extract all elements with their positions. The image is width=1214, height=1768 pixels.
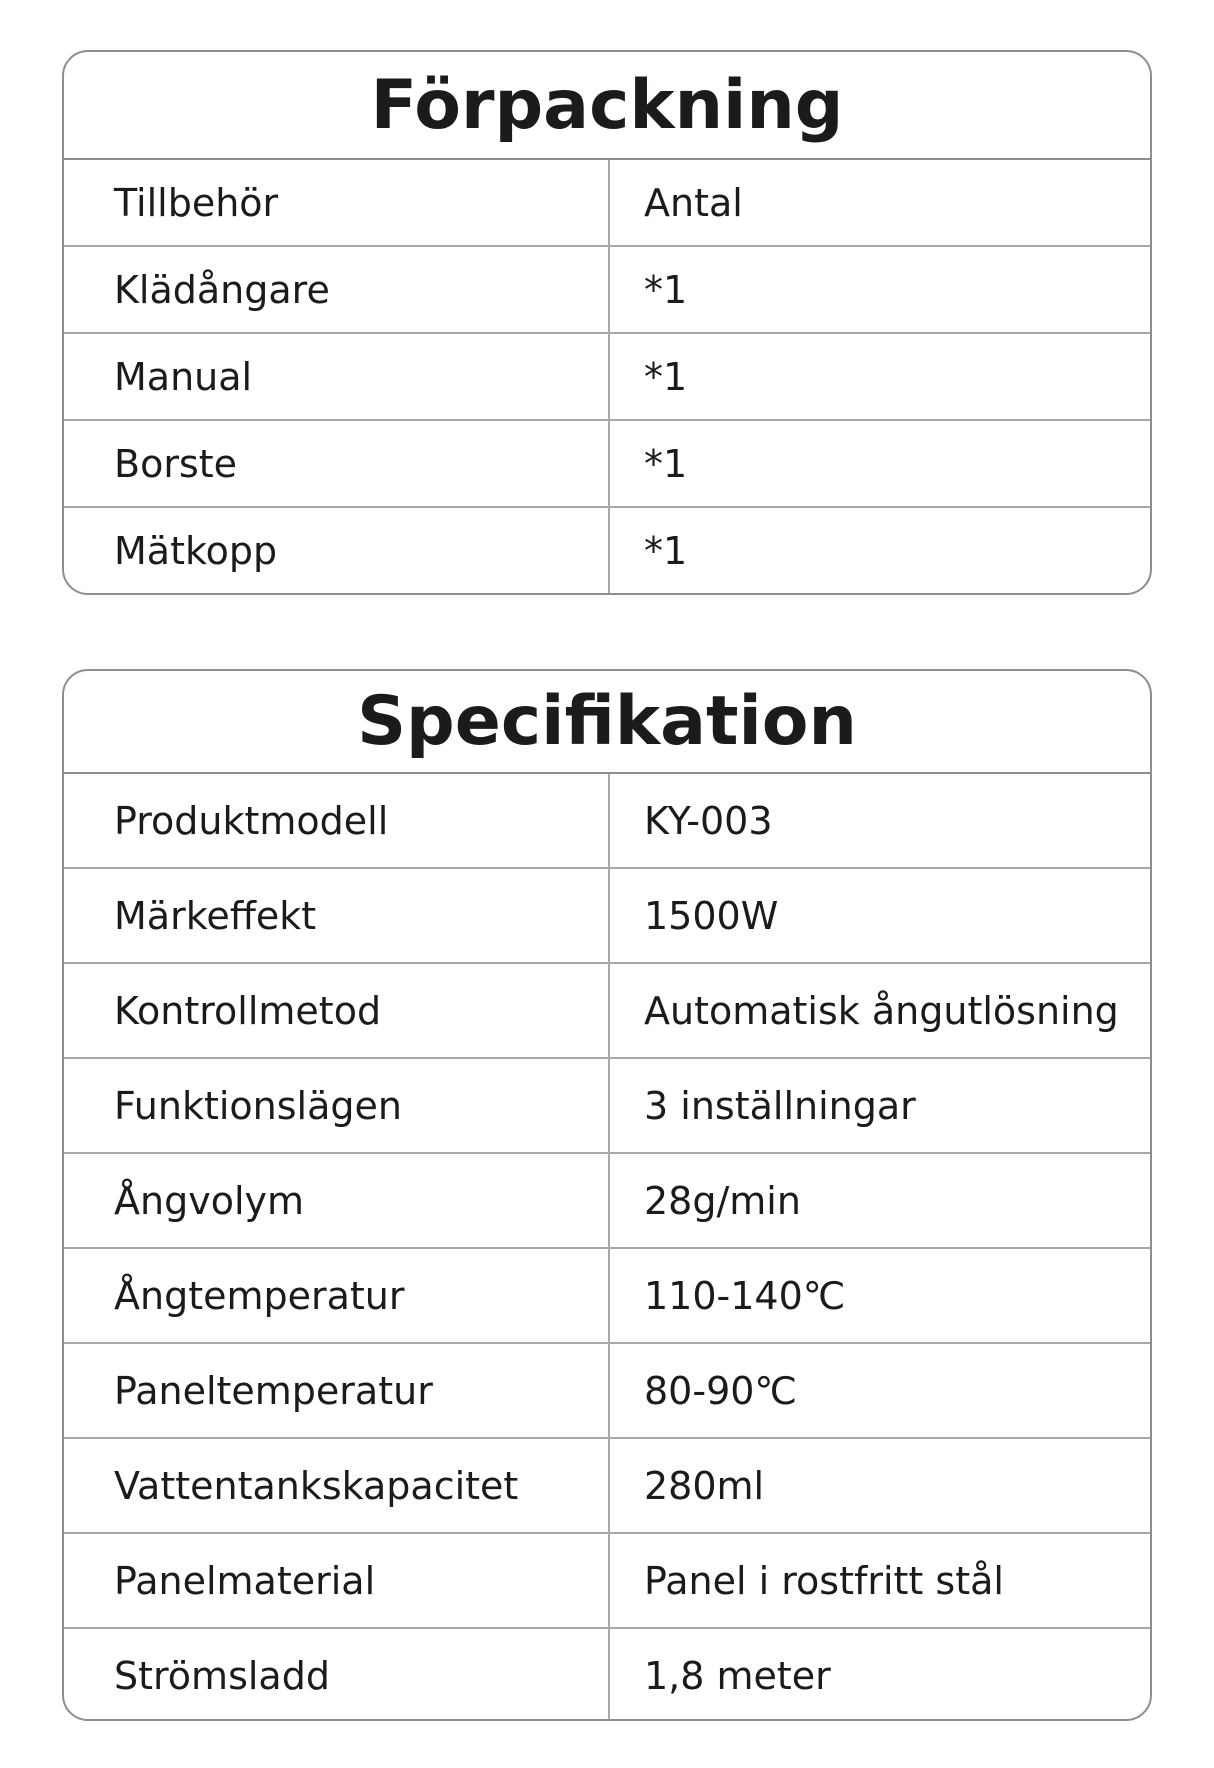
packaging-item: Borste xyxy=(64,420,609,507)
spec-label: Panelmaterial xyxy=(64,1533,609,1628)
table-row xyxy=(64,774,1150,868)
spec-value: 110-140℃ xyxy=(609,1248,1150,1343)
packaging-header-quantity: Antal xyxy=(609,160,1150,246)
packaging-quantity: *1 xyxy=(609,333,1150,420)
table-row xyxy=(64,1248,1150,1343)
packaging-item: Klädångare xyxy=(64,246,609,333)
packaging-title: Förpackning xyxy=(64,52,1150,160)
spec-label: Paneltemperatur xyxy=(64,1343,609,1438)
table-row xyxy=(64,963,1150,1058)
spec-label: Strömsladd xyxy=(64,1628,609,1721)
spec-value: 1,8 meter xyxy=(644,1653,831,1698)
table-row xyxy=(64,1058,1150,1153)
packaging-header-row xyxy=(64,160,1150,246)
spec-label: Vattentankskapacitet xyxy=(64,1438,609,1533)
packaging-header-item: Tillbehör xyxy=(64,160,609,246)
spec-value: 80-90℃ xyxy=(609,1343,1150,1438)
table-row xyxy=(64,420,1150,507)
spec-value: 1500W xyxy=(609,868,1150,963)
spec-label: Kontrollmetod xyxy=(64,963,609,1058)
spec-value: 28g/min xyxy=(609,1153,1150,1248)
packaging-item: Manual xyxy=(64,333,609,420)
spec-value: KY-003 xyxy=(609,774,1150,868)
spec-value: 3 inställningar xyxy=(609,1058,1150,1153)
packaging-table xyxy=(64,160,1150,593)
spec-label: Ångtemperatur xyxy=(64,1248,609,1343)
spec-label: Funktionslägen xyxy=(64,1058,609,1153)
table-row xyxy=(64,1438,1150,1533)
table-row xyxy=(64,1533,1150,1628)
packaging-item: Mätkopp xyxy=(64,507,609,593)
spec-label: Märkeffekt xyxy=(64,868,609,963)
table-row xyxy=(64,1343,1150,1438)
packaging-quantity: *1 xyxy=(609,246,1150,333)
packaging-quantity: *1 xyxy=(644,528,688,573)
specification-table xyxy=(64,774,1150,1721)
table-row xyxy=(64,333,1150,420)
spec-value: 280ml xyxy=(609,1438,1150,1533)
packaging-card xyxy=(62,50,1152,595)
table-row xyxy=(64,1628,1150,1721)
table-row xyxy=(64,507,1150,593)
table-row xyxy=(64,1153,1150,1248)
spec-label: Ångvolym xyxy=(64,1153,609,1248)
spec-value: Panel i rostfritt stål xyxy=(609,1533,1150,1628)
table-row xyxy=(64,246,1150,333)
spec-value: Automatisk ångutlösning xyxy=(609,963,1150,1058)
specification-card xyxy=(62,669,1152,1721)
spec-label: Produktmodell xyxy=(64,774,609,868)
table-row xyxy=(64,868,1150,963)
packaging-quantity: *1 xyxy=(609,420,1150,507)
specification-title: Specifikation xyxy=(64,671,1150,774)
